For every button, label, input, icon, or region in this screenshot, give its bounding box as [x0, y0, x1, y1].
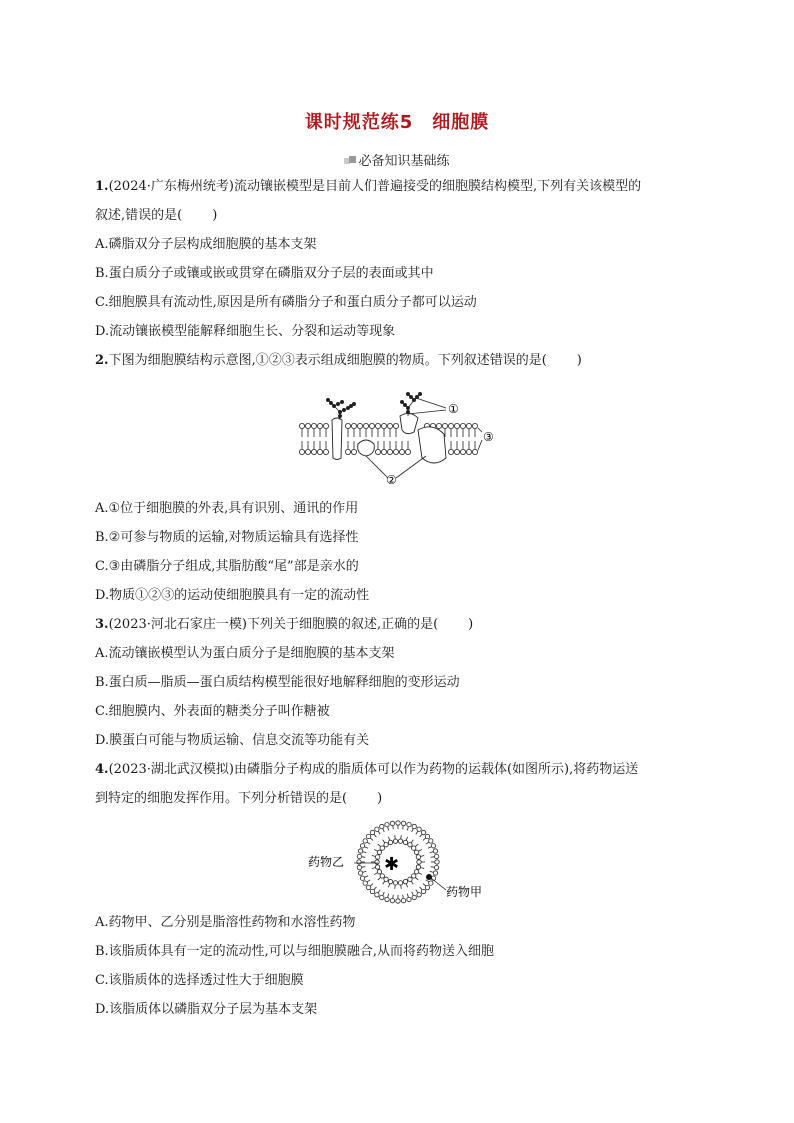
option-d: D.该脂质体以磷脂双分子层为基本支架 — [95, 1002, 318, 1017]
label-3: ③ — [483, 430, 494, 444]
question-1-stem — [95, 178, 715, 196]
question-number: 4. — [95, 762, 109, 777]
option-b: B.蛋白质分子或镶或嵌或贯穿在磷脂双分子层的表面或其中 — [95, 266, 434, 281]
question-stem-text: (2023·湖北武汉模拟)由磷脂分子构成的脂质体可以作为药物的运载体(如图所示),将药物运送 — [108, 762, 639, 777]
option-a: A.流动镶嵌模型认为蛋白质分子是细胞膜的基本支架 — [95, 646, 395, 661]
option-c: C.细胞膜具有流动性,原因是所有磷脂分子和蛋白质分子都可以运动 — [95, 295, 477, 310]
option-b: B.②可参与物质的运输,对物质运输具有选择性 — [95, 530, 359, 545]
option-c: C.细胞膜内、外表面的糖类分子叫作糖被 — [95, 704, 330, 719]
glycocalyx-chain-left — [326, 398, 355, 420]
question-number: 3. — [95, 617, 109, 632]
phospholipid-bilayer — [299, 423, 477, 454]
label-drug-b: 药物乙 — [308, 855, 345, 869]
option-d: D.物质①②③的运动使细胞膜具有一定的流动性 — [95, 588, 370, 603]
option-c: C.该脂质体的选择透过性大于细胞膜 — [95, 973, 304, 988]
drug-b-marker-icon: ✱ — [384, 854, 400, 875]
question-stem-text: 到特定的细胞发挥作用。下列分析错误的是( — [95, 791, 348, 806]
answer-paren-close: ) — [377, 791, 383, 806]
answer-paren-close: ) — [576, 353, 582, 368]
option-a: A.①位于细胞膜的外表,具有识别、通讯的作用 — [95, 501, 359, 516]
section-heading-text: 必备知识基础练 — [358, 154, 450, 169]
glycocalyx-chain-right — [400, 392, 421, 416]
label-drug-a: 药物甲 — [446, 885, 483, 899]
question-number: 1. — [95, 179, 109, 194]
page-title: 课时规范练5 细胞膜 — [304, 112, 490, 133]
option-a: A.药物甲、乙分别是脂溶性药物和水溶性药物 — [95, 915, 356, 930]
section-marker-icon — [344, 156, 356, 166]
option-a: A.磷脂双分子层构成细胞膜的基本支架 — [95, 237, 317, 252]
option-c: C.③由磷脂分子组成,其脂肪酸“尾”部是亲水的 — [95, 559, 359, 574]
drug-a-marker-icon — [426, 874, 432, 880]
question-1-stem-cont — [95, 207, 715, 225]
answer-paren-close: ) — [468, 617, 474, 632]
question-stem-text: (2023·河北石家庄一模)下列关于细胞膜的叙述,正确的是( — [108, 617, 439, 632]
question-3-stem — [95, 616, 715, 634]
option-b: B.蛋白质—脂质—蛋白质结构模型能很好地解释细胞的变形运动 — [95, 675, 460, 690]
option-d: D.流动镶嵌模型能解释细胞生长、分裂和运动等现象 — [95, 324, 396, 339]
option-b: B.该脂质体具有一定的流动性,可以与细胞膜融合,从而将药物送入细胞 — [95, 944, 494, 959]
channel-protein — [418, 427, 446, 463]
question-stem-text: 下图为细胞膜结构示意图,①②③表示组成细胞膜的物质。下列叙述错误的是( — [108, 353, 547, 368]
question-stem-text: (2024·广东梅州统考)流动镶嵌模型是目前人们普遍接受的细胞膜结构模型,下列有关该模型的 — [108, 179, 642, 194]
peripheral-protein — [358, 440, 375, 456]
question-4-stem — [95, 761, 715, 779]
label-2: ② — [386, 473, 397, 486]
question-stem-text: 叙述,错误的是( — [95, 208, 183, 223]
question-number: 2. — [95, 353, 109, 368]
question-4-stem-cont — [95, 790, 715, 808]
embedded-protein — [400, 413, 418, 433]
liposome-diagram — [308, 818, 488, 906]
label-1: ① — [448, 402, 459, 416]
answer-paren-close: ) — [212, 208, 218, 223]
transmembrane-protein — [332, 418, 342, 460]
cell-membrane-diagram — [296, 386, 501, 486]
option-d: D.膜蛋白可能与物质运输、信息交流等功能有关 — [95, 733, 370, 748]
question-2-stem — [95, 352, 715, 370]
section-heading — [0, 150, 794, 169]
